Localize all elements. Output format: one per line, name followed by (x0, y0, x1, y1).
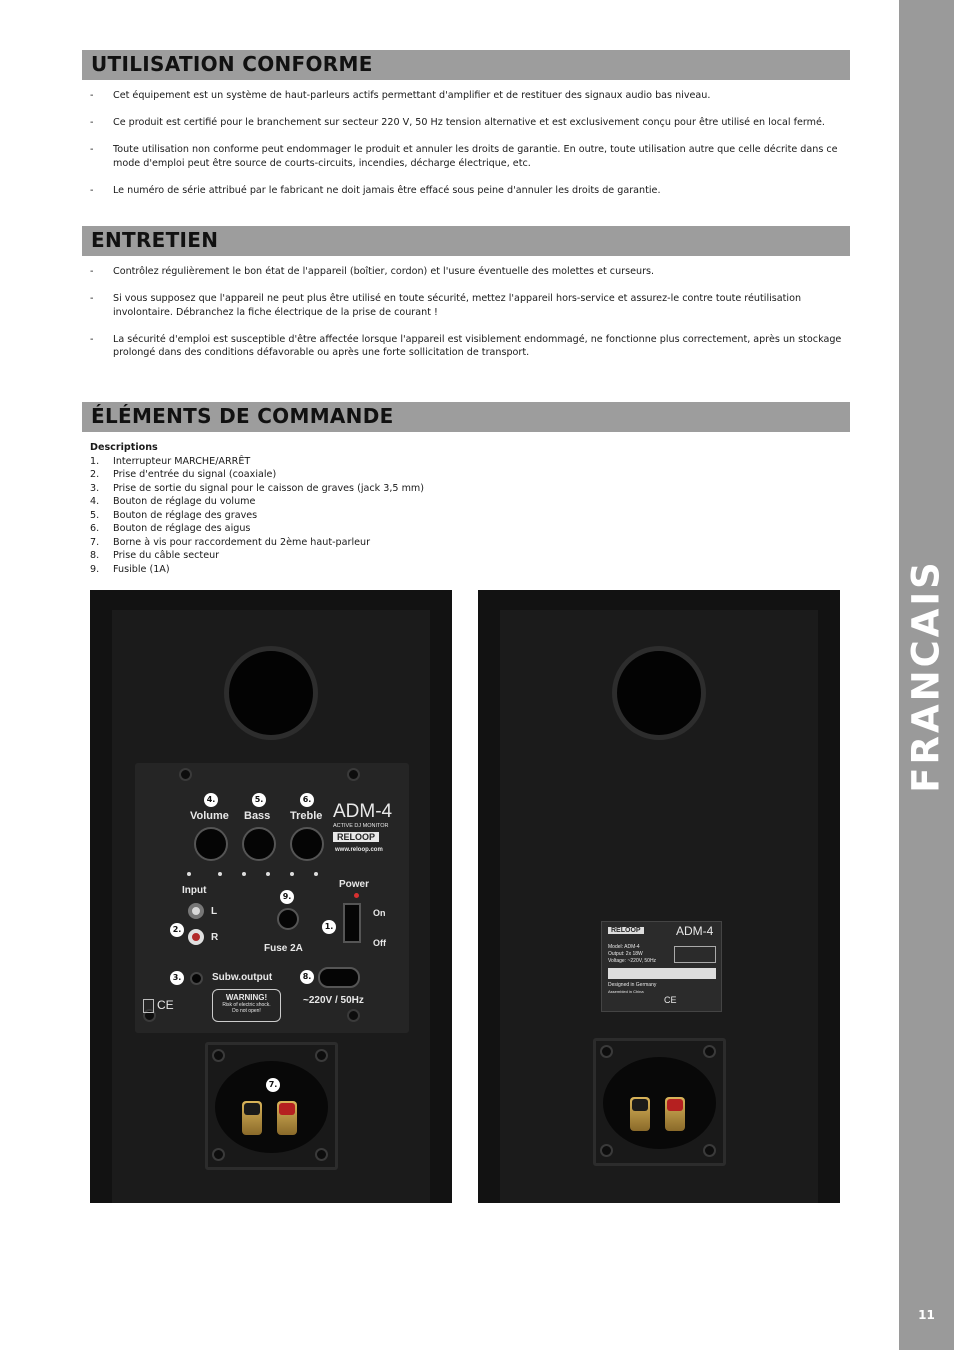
rca-jack-left (188, 903, 204, 919)
binding-post-red (665, 1097, 685, 1131)
bass-port (224, 646, 318, 740)
list-item: - Le numéro de série attribué par le fabricant ne doit jamais être effacé sous peine d'annuler les droits de garantie. (90, 184, 661, 196)
list-item: 7. Borne à vis pour raccordement du 2ème haut-parleur (90, 536, 371, 548)
list-item: 8. Prise du câble secteur (90, 550, 220, 561)
fuse-holder (277, 908, 299, 930)
spec-line-voltage: Voltage: ~220V, 50Hz (608, 958, 657, 964)
off-label: Off (373, 938, 386, 948)
model-label: ADM-4 (676, 924, 714, 938)
list-item: - Si vous supposez que l'appareil ne peut plus être utilisé en toute sécurité, mettez l'appareil hors-service et assurez-le contre toute réutilisation involontaire. Débranchez la fiche électrique de la prise de courant ! (90, 293, 802, 318)
amp-plate (135, 763, 409, 1033)
scale-dot (218, 872, 222, 876)
warning-line2: Do not open! (232, 1008, 261, 1014)
list-item: - Ce produit est certifié pour le branchement sur secteur 220 V, 50 Hz tension alternative et est exclusivement conçu pour être utilisé en local fermé. (90, 117, 825, 128)
controls-descriptions (90, 441, 590, 576)
binding-post-red (277, 1101, 297, 1135)
list-item: 6. Bouton de réglage des aigus (90, 523, 251, 534)
terminal-cup (603, 1057, 716, 1149)
warning-line1: Risk of electric shock. (222, 1002, 271, 1008)
spec-line-output: Output: 2x 18W (608, 951, 643, 957)
section-header-controls (82, 402, 850, 432)
model-sub-label: ACTIVE DJ MONITOR (333, 823, 389, 829)
screw-icon (315, 1148, 328, 1161)
screw-icon (315, 1049, 328, 1062)
scale-dot (314, 872, 318, 876)
screw-icon (703, 1144, 716, 1157)
section-title: UTILISATION CONFORME (91, 52, 373, 76)
fuse-label: Fuse 2A (264, 943, 303, 954)
mains-label: ~220V / 50Hz (303, 995, 364, 1006)
language-label: FRANCAIS (904, 559, 948, 793)
scale-dot (242, 872, 246, 876)
treble-label: Treble (290, 810, 323, 822)
section-header-usage (82, 50, 850, 80)
input-r-label: R (211, 932, 219, 943)
screw-icon (212, 1148, 225, 1161)
screw-icon (703, 1045, 716, 1058)
reloop-logo: RELOOP (608, 927, 644, 934)
weee-bin-icon (143, 999, 154, 1013)
callout-4: 4. (204, 793, 218, 807)
bass-label: Bass (244, 810, 271, 822)
subw-output-label: Subw.output (212, 972, 273, 983)
binding-post-black (630, 1097, 650, 1131)
screw-icon (179, 768, 192, 781)
bass-port (612, 646, 706, 740)
warning-box (212, 989, 281, 1022)
list-item: - Toute utilisation non conforme peut endommager le produit et annuler les droits de garantie. En outre, toute utilisation autre que celle décrite dans ce mode d'emploi peut être source de courts-circuits, incendies, décharge électrique, etc. (90, 144, 838, 169)
maintenance-list (90, 265, 845, 360)
page-number: 11 (918, 1308, 935, 1322)
volume-label: Volume (190, 810, 229, 822)
list-item: - La sécurité d'emploi est susceptible d'être affectée lorsque l'appareil est visiblement endommagé, ne fonctionne plus correctement, après un stockage prolongé dans des conditions défavorable ou après une forte sollicitation de transport. (90, 333, 842, 358)
model-label: ADM-4 (333, 801, 393, 822)
input-l-label: L (211, 906, 218, 917)
section-title: ENTRETIEN (91, 228, 219, 252)
rating-label-plate (601, 921, 722, 1012)
designed-label: Designed in Germany (608, 982, 657, 988)
list-item: - Contrôlez régulièrement le bon état de l'appareil (boîtier, cordon) et l'usure éventuelle des molettes et curseurs. (90, 266, 655, 277)
assembled-label: Assembled in China (608, 989, 644, 994)
treble-knob (290, 827, 324, 861)
screw-icon (347, 1009, 360, 1022)
subwoofer-jack (190, 972, 203, 985)
on-label: On (373, 908, 386, 918)
callout-3: 3. (170, 971, 184, 985)
url-label: www.reloop.com (335, 847, 383, 853)
list-item: - Cet équipement est un système de haut-parleurs actifs permettant d'amplifier et de restituer des signaux audio bas niveau. (90, 90, 711, 101)
scale-dot (266, 872, 270, 876)
list-item: 1. Interrupteur MARCHE/ARRÊT (90, 455, 251, 467)
ce-mark: CE (664, 995, 677, 1005)
callout-9: 9. (280, 890, 294, 904)
section-title: ÉLÉMENTS DE COMMANDE (91, 404, 394, 428)
callout-1: 1. (322, 920, 336, 934)
list-item: 5. Bouton de réglage des graves (90, 509, 258, 521)
bass-knob (242, 827, 276, 861)
list-item: 9. Fusible (1A) (90, 563, 170, 575)
power-led (354, 893, 359, 898)
callout-8: 8. (300, 970, 314, 984)
logo-box (674, 946, 716, 963)
screw-icon (347, 768, 360, 781)
callout-6: 6. (300, 793, 314, 807)
scale-dot (290, 872, 294, 876)
spec-line-model: Model: ADM-4 (608, 944, 640, 950)
screw-icon (212, 1049, 225, 1062)
screw-icon (600, 1144, 613, 1157)
power-socket (318, 967, 360, 988)
list-item: 4. Bouton de réglage du volume (90, 496, 256, 507)
ce-mark: CE (157, 998, 174, 1012)
callout-7: 7. (266, 1078, 280, 1092)
rca-jack-right (188, 929, 204, 945)
callout-2: 2. (170, 923, 184, 937)
list-item: 3. Prise de sortie du signal pour le caisson de graves (jack 3,5 mm) (90, 482, 425, 494)
speaker-terminal-plate (205, 1042, 338, 1170)
speaker-back-photo-annotated (90, 590, 452, 1203)
callout-5: 5. (252, 793, 266, 807)
warning-title: WARNING! (225, 993, 268, 1002)
input-label: Input (182, 885, 207, 896)
descriptions-title: Descriptions (90, 442, 158, 453)
scale-dot (187, 872, 191, 876)
speaker-back-photo-passive (478, 590, 840, 1203)
power-switch (343, 903, 361, 943)
power-label: Power (339, 879, 370, 890)
terminal-cup (215, 1061, 328, 1153)
reloop-logo: RELOOP (333, 832, 379, 842)
usage-list (90, 89, 845, 197)
list-item: 2. Prise d'entrée du signal (coaxiale) (90, 469, 277, 480)
serial-number-field (608, 968, 716, 979)
section-header-maintenance (82, 226, 850, 256)
speaker-terminal-plate (593, 1038, 726, 1166)
binding-post-black (242, 1101, 262, 1135)
screw-icon (600, 1045, 613, 1058)
volume-knob (194, 827, 228, 861)
